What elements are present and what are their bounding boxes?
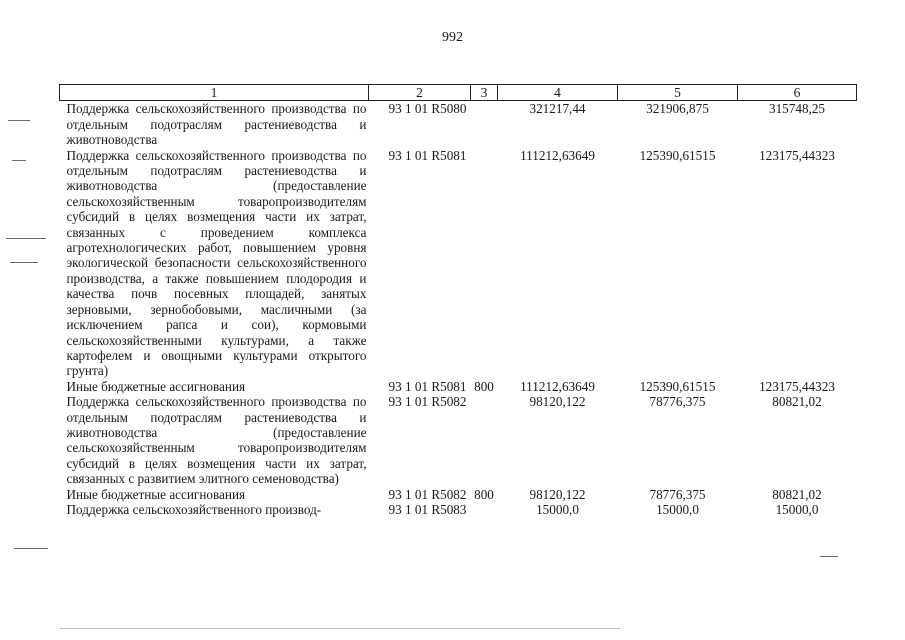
scan-artifact [10,262,38,263]
page-number: 992 [442,30,463,45]
row-value-2: 78776,375 [649,486,706,502]
table-row [60,502,857,517]
row-value-3: 315748,25 [768,101,826,117]
row-code: 93 1 01 R5080 [388,101,467,117]
column-header-6: 6 [738,85,857,101]
column-header-4: 4 [498,85,618,101]
row-value-1: 111212,63649 [520,147,595,163]
table-row [60,394,857,486]
row-code: 93 1 01 R5081 [388,147,467,163]
table-row [60,148,857,379]
row-value-1: 98120,122 [529,486,586,502]
scan-artifact [12,160,26,161]
row-description: Поддержка сельскохозяйственного производства по отдельным подотраслям растениеводства и животноводства (предоставление сельскохозяйственным товаропроизводителям субсидий в целях возмещения части их затрат, связанных с проведением комплекса агротехнологических работ, повышением уровня экологической безопасности сельскохозяйственного производства, а также повышением плодородия и качества почв посевных площадей, занятых зерновыми, зернобобовыми, масличными (за исключением рапса и сои), кормовыми сельскохозяйственными культурами, а также картофелем и овощными культурами открытого грунта) [66,147,367,379]
row-value-3: 123175,44323 [759,378,835,394]
row-expense-type [471,394,498,486]
row-expense-type: 800 [474,378,494,394]
row-value-1: 15000,0 [536,501,579,517]
row-description: Иные бюджетные ассигнования [66,378,246,394]
table-row [60,379,857,394]
table-row [60,487,857,502]
row-value-3: 123175,44323 [759,147,835,163]
row-code: 93 1 01 R5081 [388,378,467,394]
row-value-2: 15000,0 [656,501,699,517]
row-value-2: 321906,875 [646,101,709,117]
column-header-3: 3 [471,85,498,101]
scan-artifact [14,548,48,549]
row-value-1: 98120,122 [529,394,586,410]
row-expense-type [471,148,498,379]
row-expense-type [471,101,498,148]
table-header-row [60,85,857,101]
row-code: 93 1 01 R5082 [388,486,467,502]
row-value-2: 78776,375 [649,394,706,410]
row-value-2: 125390,61515 [639,147,716,163]
row-expense-type: 800 [474,486,494,502]
row-value-2: 125390,61515 [639,378,716,394]
row-value-3: 15000,0 [775,501,819,517]
row-description: Иные бюджетные ассигнования [66,486,246,502]
scan-artifact [60,628,620,629]
scan-artifact [8,120,30,121]
row-value-3: 80821,02 [772,486,822,502]
column-header-2: 2 [369,85,471,101]
budget-table [59,84,857,517]
table-row [60,101,857,148]
row-code: 93 1 01 R5083 [388,501,467,517]
row-code: 93 1 01 R5082 [388,394,467,410]
column-header-5: 5 [618,85,738,101]
scan-artifact [820,556,838,557]
column-header-1: 1 [60,85,369,101]
row-description: Поддержка сельскохозяйственного производства по отдельным подотраслям растениеводства и животноводства [66,101,367,148]
row-description: Поддержка сельскохозяйственного производ- [66,501,322,517]
row-expense-type [471,502,498,517]
row-description: Поддержка сельскохозяйственного производства по отдельным подотраслям растениеводства и животноводства (предоставление сельскохозяйственным товаропроизводителям субсидий в целях возмещения части их затрат, связанных с развитием элитного семеноводства) [66,394,367,487]
row-value-1: 321217,44 [529,101,586,117]
scan-artifact [6,238,46,239]
row-value-1: 111212,63649 [520,378,595,394]
row-value-3: 80821,02 [772,394,822,410]
